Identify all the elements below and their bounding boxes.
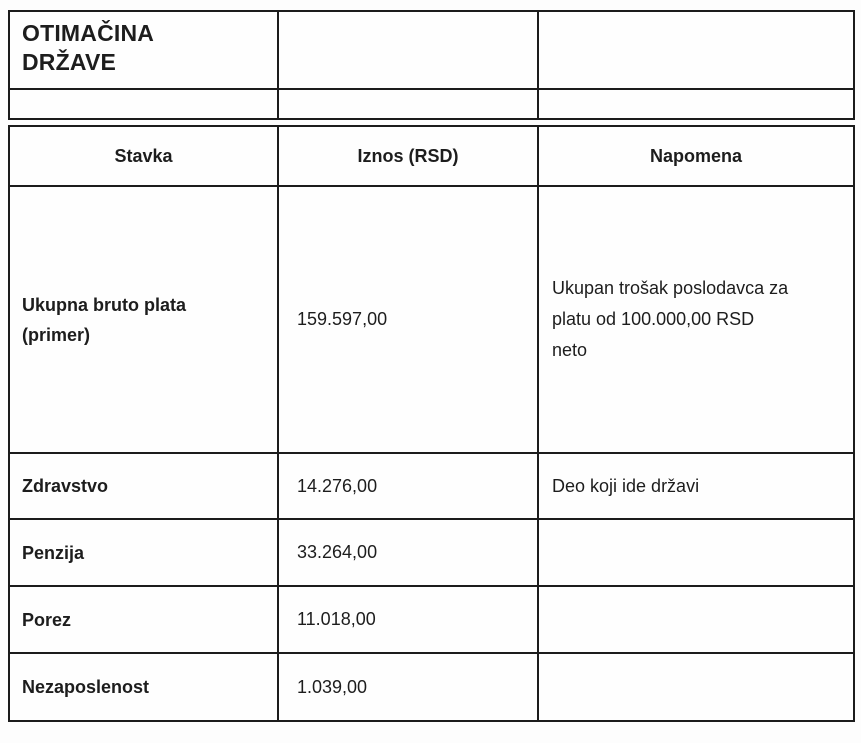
spacer-cell-1 [9,89,278,119]
spacer-cell-3 [538,89,854,119]
row-label: Penzija [22,542,85,563]
title-empty-cell-1 [278,11,538,89]
document-page [8,10,853,722]
column-header-napomena: Napomena [538,126,854,186]
row-label-cell [9,586,278,653]
row-amount-cell [278,586,538,653]
column-header-stavka: Stavka [9,126,278,186]
row-amount-cell [278,519,538,586]
row-amount: 11.018,00 [297,609,376,629]
row-label-cell [9,519,278,586]
row-note-cell [538,453,854,519]
row-amount: 33.264,00 [297,542,378,562]
title-table [8,10,855,120]
row-amount-cell [278,186,538,453]
row-label-cell [9,653,278,721]
row-amount: 159.597,00 [297,309,388,329]
row-label-cell [9,186,278,453]
table-row [9,653,854,721]
row-label: Nezaposlenost [22,677,150,697]
table-row [9,586,854,653]
column-header-iznos: Iznos (RSD) [278,126,538,186]
table-row [9,519,854,586]
row-label: Porez [22,609,72,630]
row-label: Zdravstvo [22,476,109,496]
row-amount: 1.039,00 [297,676,368,697]
row-note-cell [538,186,854,453]
row-amount: 14.276,00 [297,475,378,496]
row-label-cell [9,453,278,519]
title-empty-cell-2 [538,11,854,89]
page-title: OTIMAČINA DRŽAVE [22,20,154,75]
header-row [9,126,854,186]
spacer-row [9,89,854,119]
data-table [8,125,855,722]
row-amount-cell [278,653,538,721]
row-note: Ukupan trošak poslodavca za platu od 100.000,00 RSD neto [552,278,789,360]
row-amount-cell [278,453,538,519]
row-note-cell [538,519,854,586]
table-row [9,186,854,453]
table-row [9,453,854,519]
title-row [9,11,854,89]
row-note-cell [538,586,854,653]
row-note-cell [538,653,854,721]
row-note: Deo koji ide državi [552,475,700,496]
spacer-cell-2 [278,89,538,119]
row-label: Ukupna bruto plata (primer) [22,294,187,345]
title-cell [9,11,278,89]
